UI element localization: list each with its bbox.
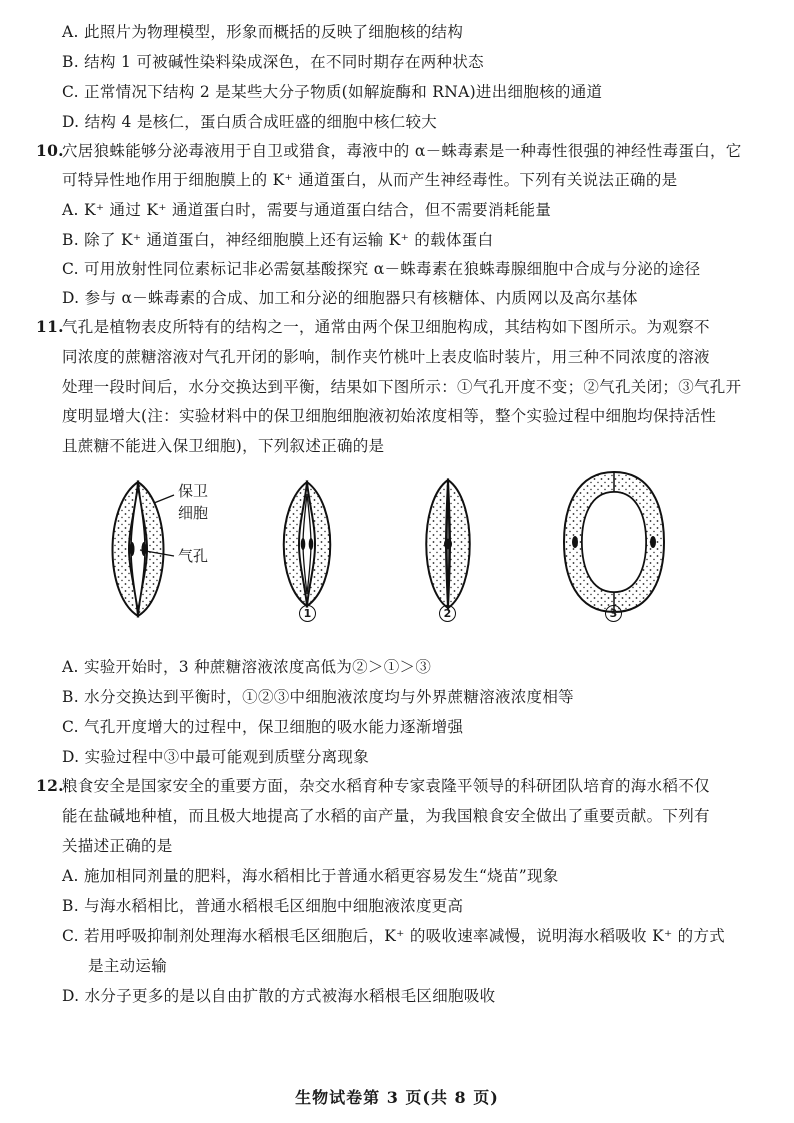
q10-stem-line-2: 可特异性地作用于细胞膜上的 K⁺ 通道蛋白，从而产生神经毒性。下列有关说法正确的是: [62, 171, 678, 189]
q11-option-b: B. 水分交换达到平衡时，①②③中细胞液浓度均与外界蔗糖溶液浓度相等: [62, 688, 574, 706]
q11-stem-line-3: 处理一段时间后，水分交换达到平衡，结果如下图所示：①气孔开度不变；②气孔关闭；③气孔开: [62, 378, 742, 396]
label-stoma: 气孔: [178, 547, 209, 565]
q12-stem-line-1: 粮食安全是国家安全的重要方面，杂交水稻育种专家袁隆平领导的科研团队培育的海水稻不仅: [62, 777, 710, 795]
q10-option-b: B. 除了 K⁺ 通道蛋白，神经细胞膜上还有运输 K⁺ 的载体蛋白: [62, 231, 494, 249]
q10-option-c: C. 可用放射性同位素标记非必需氨基酸探究 α－蛛毒素在狼蛛毒腺细胞中合成与分泌的途径: [62, 260, 701, 278]
q11-stem-line-1: 气孔是植物表皮所特有的结构之一，通常由两个保卫细胞构成，其结构如下图所示。为观察不: [62, 318, 710, 336]
q12-option-a: A. 施加相同剂量的肥料，海水稻相比于普通水稻更容易发生“烧苗”现象: [62, 867, 559, 885]
prev-option-b: B. 结构 1 可被碱性染料染成深色，在不同时期存在两种状态: [62, 53, 484, 71]
q11-number: 11.: [36, 317, 64, 336]
labelled-guard-cell-pair: [113, 482, 175, 616]
q10-option-a: A. K⁺ 通过 K⁺ 通道蛋白时，需要与通道蛋白结合，但不需要消耗能量: [62, 201, 552, 219]
page-footer: 生物试卷第 3 页(共 8 页): [295, 1088, 499, 1107]
q11-option-d: D. 实验过程中③中最可能观到质壁分离现象: [62, 748, 370, 766]
q11-stem-line-5: 且蔗糖不能进入保卫细胞)，下列叙述正确的是: [62, 437, 385, 455]
q11-option-c: C. 气孔开度增大的过程中，保卫细胞的吸水能力逐渐增强: [62, 718, 464, 736]
guard-cell-pair-3: [564, 472, 664, 612]
prev-option-c: C. 正常情况下结构 2 是某些大分子物质(如解旋酶和 RNA)进出细胞核的通道: [62, 83, 603, 101]
label-guard-cell-line-2: 细胞: [178, 504, 209, 522]
label-guard-cell-line-1: 保卫: [178, 482, 209, 500]
q12-option-c: C. 若用呼吸抑制剂处理海水稻根毛区细胞后，K⁺ 的吸收速率减慢，说明海水稻吸收 K⁺ 的方式: [62, 927, 726, 945]
guard-cell-pair-2: [426, 480, 470, 608]
q12-option-b: B. 与海水稻相比，普通水稻根毛区细胞中细胞液浓度更高: [62, 897, 464, 915]
q10-option-d: D. 参与 α－蛛毒素的合成、加工和分泌的细胞器只有核糖体、内质网以及高尔基体: [62, 289, 638, 307]
guard-cell-pair-1: [284, 482, 331, 606]
circled-mark-3: 3: [605, 605, 622, 622]
q12-stem-line-3: 关描述正确的是: [62, 837, 173, 855]
q12-option-c-continued: 是主动运输: [88, 957, 168, 975]
circled-mark-1: 1: [299, 605, 316, 622]
q11-stem-line-2: 同浓度的蔗糖溶液对气孔开闭的影响，制作夹竹桃叶上表皮临时装片，用三种不同浓度的溶液: [62, 348, 710, 366]
q12-option-d: D. 水分子更多的是以自由扩散的方式被海水稻根毛区细胞吸收: [62, 987, 496, 1005]
circled-mark-2: 2: [439, 605, 456, 622]
q10-stem-line-1: 穴居狼蛛能够分泌毒液用于自卫或猎食，毒液中的 α－蛛毒素是一种毒性很强的神经性毒蛋白，它: [62, 142, 742, 160]
prev-option-d: D. 结构 4 是核仁，蛋白质合成旺盛的细胞中核仁较大: [62, 113, 438, 131]
q12-stem-line-2: 能在盐碱地种植，而且极大地提高了水稻的亩产量，为我国粮食安全做出了重要贡献。下列有: [62, 807, 710, 825]
q11-option-a: A. 实验开始时，3 种蔗糖溶液浓度高低为②＞①＞③: [62, 658, 432, 676]
q10-number: 10.: [36, 141, 64, 160]
q12-number: 12.: [36, 776, 64, 795]
q11-stem-line-4: 度明显增大(注：实验材料中的保卫细胞细胞液初始浓度相等，整个实验过程中细胞均保持活性: [62, 407, 717, 425]
prev-option-a: A. 此照片为物理模型，形象而概括的反映了细胞核的结构: [62, 23, 464, 41]
